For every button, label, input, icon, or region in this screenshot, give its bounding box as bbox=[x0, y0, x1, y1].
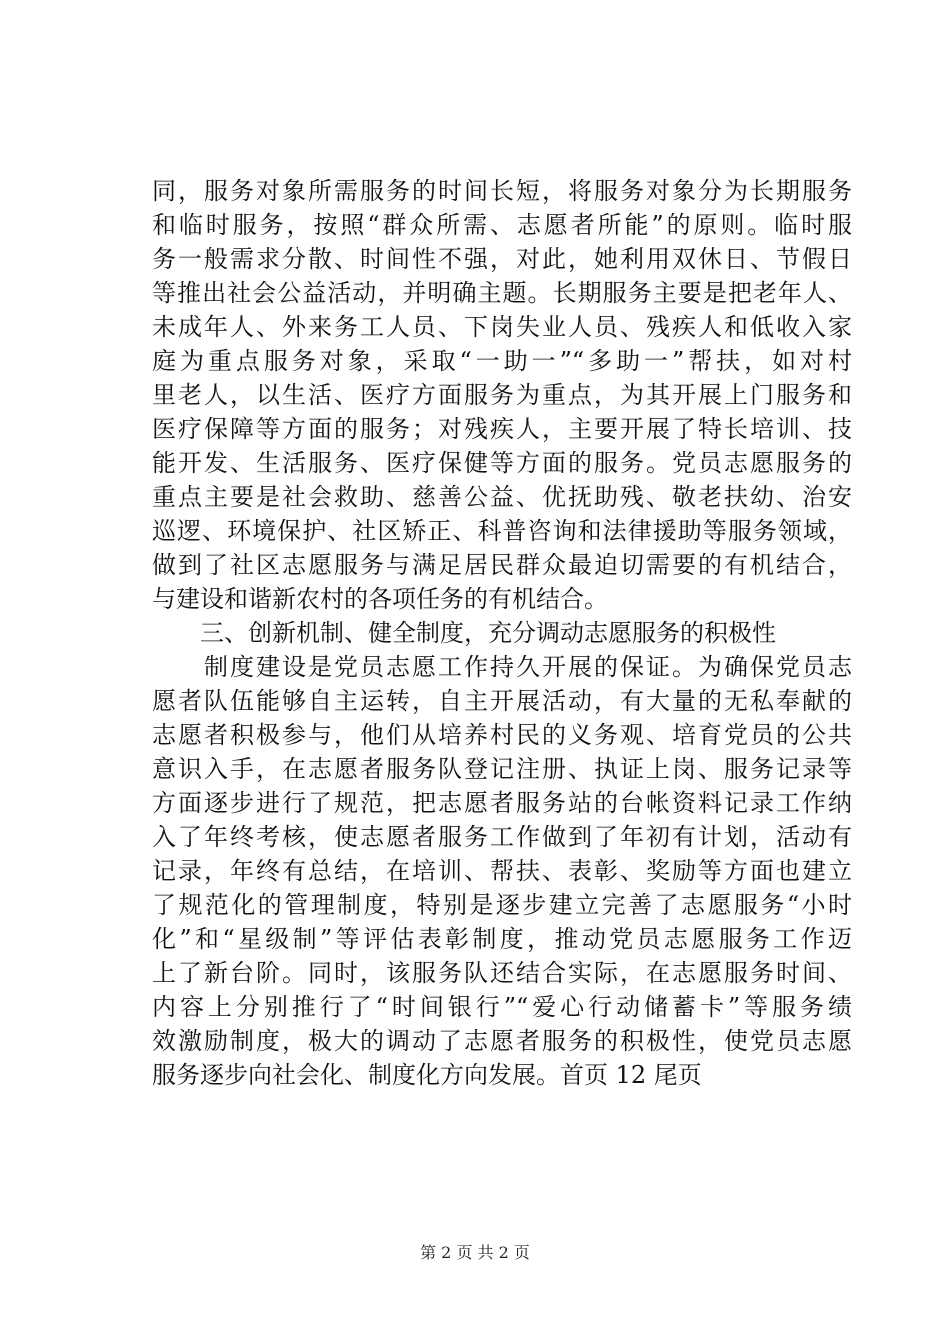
text-line: 效激励制度，极大的调动了志愿者服务的积极性，使党员志愿 bbox=[152, 1027, 852, 1055]
text-line: 巡逻、环境保护、社区矫正、科普咨询和法律援助等服务领域， bbox=[152, 517, 852, 545]
text-line: 记录，年终有总结，在培训、帮扶、表彰、奖励等方面也建立 bbox=[152, 857, 852, 885]
body-text bbox=[152, 174, 852, 1092]
text-line: 和临时服务，按照“群众所需、志愿者所能”的原则。临时服 bbox=[152, 211, 852, 239]
text-line: 方面逐步进行了规范，把志愿者服务站的台帐资料记录工作纳 bbox=[152, 789, 852, 817]
text-line: 庭为重点服务对象，采取“一助一”“多助一”帮扶，如对村 bbox=[152, 347, 852, 375]
text-line: 服务逐步向社会化、制度化方向发展。首页 12 尾页 bbox=[152, 1061, 702, 1089]
text-line: 愿者队伍能够自主运转，自主开展活动，有大量的无私奉献的 bbox=[152, 687, 852, 715]
text-line: 与建设和谐新农村的各项任务的有机结合。 bbox=[152, 585, 608, 613]
text-line: 重点主要是社会救助、慈善公益、优抚助残、敬老扶幼、治安 bbox=[152, 483, 852, 511]
page-footer: 第 2 页 共 2 页 bbox=[420, 1243, 530, 1262]
text-line: 能开发、生活服务、医疗保健等方面的服务。党员志愿服务的 bbox=[152, 449, 852, 477]
text-line: 了规范化的管理制度，特别是逐步建立完善了志愿服务“小时 bbox=[152, 891, 852, 919]
text-line: 内容上分别推行了“时间银行”“爱心行动储蓄卡”等服务绩 bbox=[152, 993, 852, 1021]
text-line: 上了新台阶。同时，该服务队还结合实际，在志愿服务时间、 bbox=[152, 959, 852, 987]
text-line: 医疗保障等方面的服务；对残疾人，主要开展了特长培训、技 bbox=[152, 415, 852, 443]
text-line: 意识入手，在志愿者服务队登记注册、执证上岗、服务记录等 bbox=[152, 755, 852, 783]
text-line: 等推出社会公益活动，并明确主题。长期服务主要是把老年人、 bbox=[152, 279, 852, 307]
text-line: 化”和“星级制”等评估表彰制度，推动党员志愿服务工作迈 bbox=[152, 925, 852, 953]
text-line: 同，服务对象所需服务的时间长短，将服务对象分为长期服务 bbox=[152, 177, 852, 205]
text-line: 入了年终考核，使志愿者服务工作做到了年初有计划，活动有 bbox=[152, 823, 852, 851]
text-line: 务一般需求分散、时间性不强，对此，她利用双休日、节假日 bbox=[152, 245, 852, 273]
text-line: 志愿者积极参与，他们从培养村民的义务观、培育党员的公共 bbox=[152, 721, 852, 749]
text-line: 里老人，以生活、医疗方面服务为重点，为其开展上门服务和 bbox=[152, 381, 852, 409]
text-line: 制度建设是党员志愿工作持久开展的保证。为确保党员志 bbox=[152, 653, 852, 681]
text-line: 做到了社区志愿服务与满足居民群众最迫切需要的有机结合， bbox=[152, 551, 852, 579]
text-line: 未成年人、外来务工人员、下岗失业人员、残疾人和低收入家 bbox=[152, 313, 852, 341]
section-heading: 三、创新机制、健全制度，充分调动志愿服务的积极性 bbox=[152, 619, 776, 647]
